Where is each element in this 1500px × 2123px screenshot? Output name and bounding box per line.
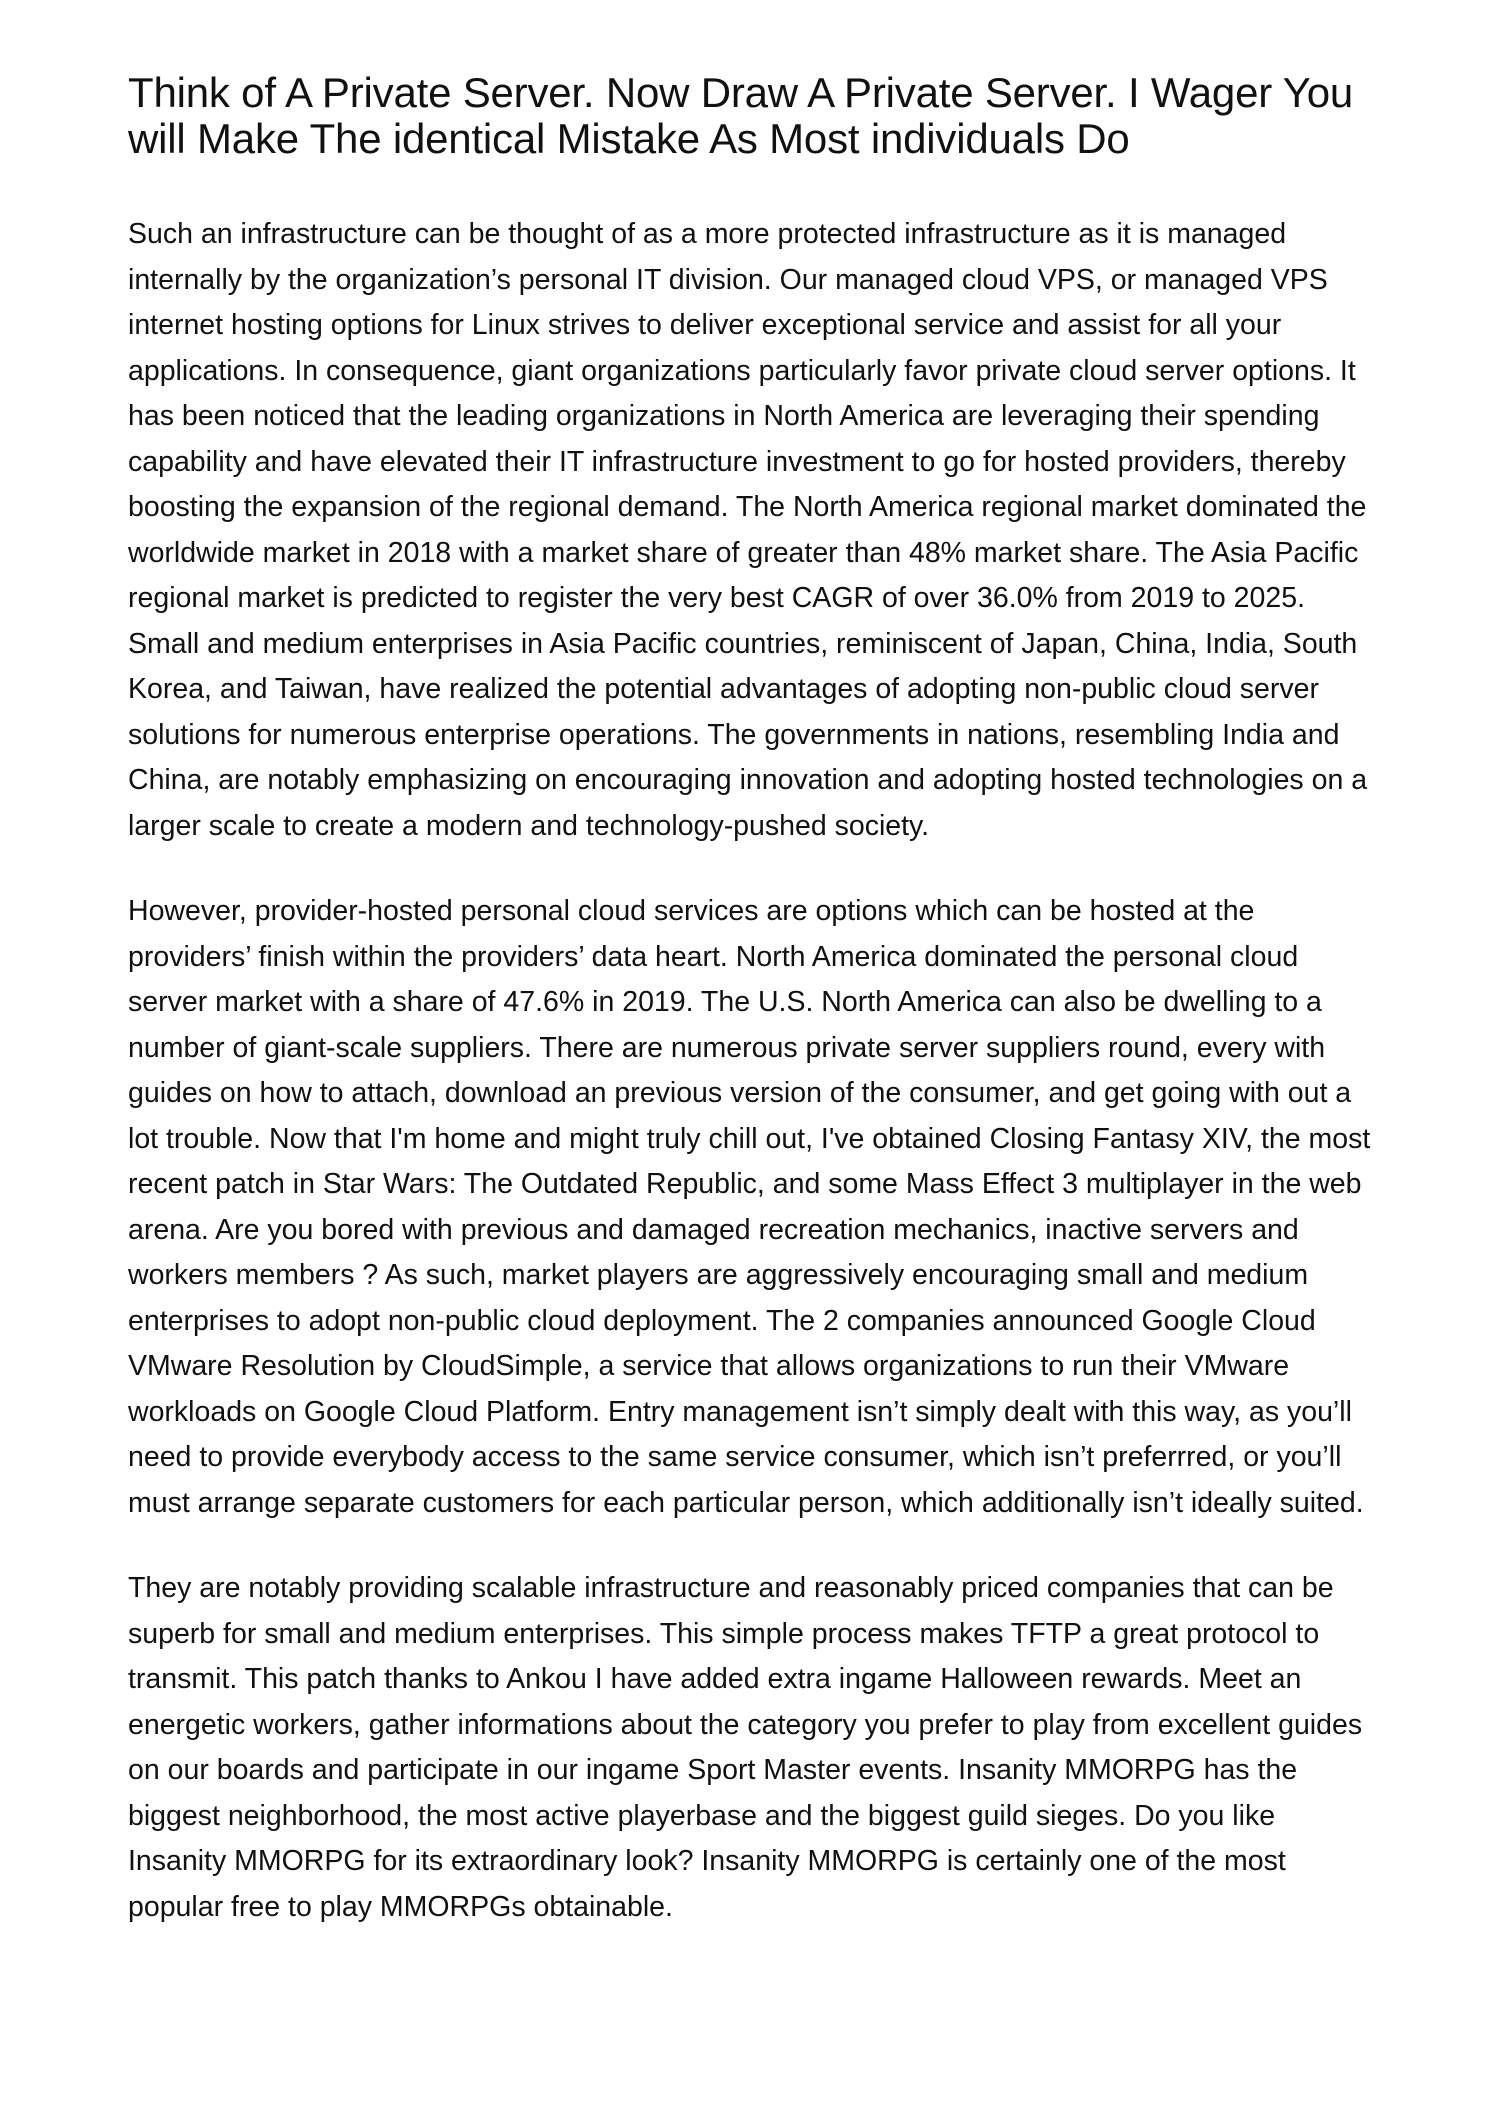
page-title: Think of A Private Server. Now Draw A Private Server. I Wager You will Make The identical Mistake As Most individuals Do: [128, 69, 1354, 162]
article-body: [128, 212, 1380, 1930]
paragraph-3: They are notably providing scalable infrastructure and reasonably priced companies that can be superb for small and medium enterprises. This simple process makes TFTP a great protocol to transmit. This patch thanks to Ankou I have added extra ingame Halloween rewards. Meet an energetic workers, gather informations about the category you prefer to play from excellent guides on our boards and participate in our ingame Sport Master events. Insanity MMORPG has the biggest neighborhood, the most active playerbase and the biggest guild sieges. Do you like Insanity MMORPG for its extraordinary look? Insanity MMORPG is certainly one of the most popular free to play MMORPGs obtainable.: [128, 1572, 1363, 1923]
paragraph-1: Such an infrastructure can be thought of as a more protected infrastructure as it is managed internally by the organization’s personal IT division. Our managed cloud VPS, or managed VPS internet hosting options for Linux strives to deliver exceptional service and assist for all your applications. In consequence, giant organizations particularly favor private cloud server options. It has been noticed that the leading organizations in North America are leveraging their spending capability and have elevated their IT infrastructure investment to go for hosted providers, thereby boosting the expansion of the regional demand. The North America regional market dominated the worldwide market in 2018 with a market share of greater than 48% market share. The Asia Pacific regional market is predicted to register the very best CAGR of over 36.0% from 2019 to 2025. Small and medium enterprises in Asia Pacific countries, reminiscent of Japan, China, India, South Korea, and Taiwan, have realized the potential advantages of adopting non-public cloud server solutions for numerous enterprise operations. The governments in nations, resembling India and China, are notably emphasizing on encouraging innovation and adopting hosted technologies on a larger scale to create a modern and technology-pushed society.: [128, 218, 1368, 842]
paragraph-2: However, provider-hosted personal cloud services are options which can be hosted at the providers’ finish within the providers’ data heart. North America dominated the personal cloud server market with a share of 47.6% in 2019. The U.S. North America can also be dwelling to a number of giant-scale suppliers. There are numerous private server suppliers round, every with guides on how to attach, download an previous version of the consumer, and get going with out a lot trouble. Now that I'm home and might truly chill out, I've obtained Closing Fantasy XIV, the most recent patch in Star Wars: The Outdated Republic, and some Mass Effect 3 multiplayer in the web arena. Are you bored with previous and damaged recreation mechanics, inactive servers and workers members ? As such, market players are aggressively encouraging small and medium enterprises to adopt non-public cloud deployment. The 2 companies announced Google Cloud VMware Resolution by CloudSimple, a service that allows organizations to run their VMware workloads on Google Cloud Platform. Entry management isn’t simply dealt with this way, as you’ll need to provide everybody access to the same service consumer, which isn’t preferrred, or you’ll must arrange separate customers for each particular person, which additionally isn’t ideally suited.: [128, 895, 1371, 1519]
